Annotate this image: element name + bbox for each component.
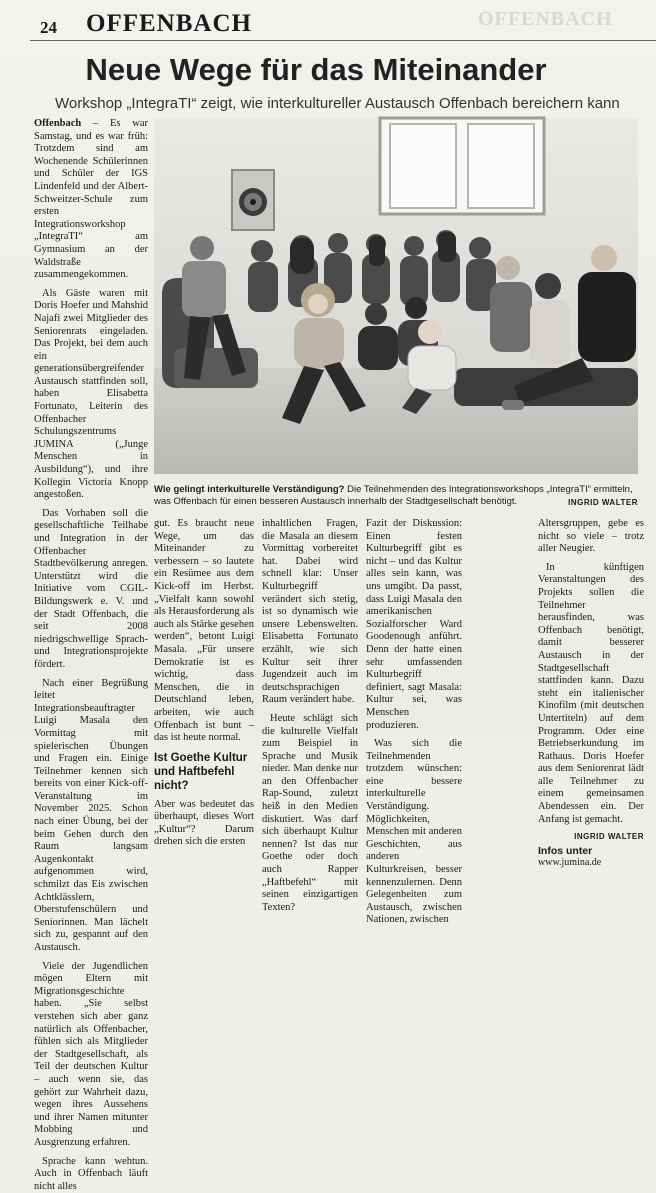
article-column-1 bbox=[34, 118, 148, 736]
article-photo bbox=[154, 118, 638, 474]
paragraph: inhaltlichen Fragen, die Masala an diesem Vormittag vorbereitet hat. Dabei wird schnell klar: Unser Kulturbegriff verändert sich stetig, ist so dynamisch wie unsere Lebenswelten. Elisabetta Fortunato erzählt, wie sich Kultur seit ihrer Jugendzeit auch im deutschsprachigen Raum verändert habe. bbox=[262, 518, 358, 707]
paragraph: Viele der Jugendlichen mögen Eltern mit Migrationsgeschichte haben. „Sie selbst verstehen sich aber ganz natürlich als Offenbacher, fühlen sich als Mitglieder der Stadtgesellschaft, als Teil der deutschen Kultur – auch wenn sie, das gehört zur Wahrheit dazu, wegen ihres Aussehens und ihrer Namen mitunter Mobbing und Ausgrenzung erfahren. bbox=[34, 961, 148, 1150]
photo-caption bbox=[154, 484, 638, 507]
paragraph: gut. Es braucht neue Wege, um das Miteinander zu verbessern – so lautete ein Resümee aus dem Kick-off im Herbst. „Vielfalt kann sowohl als Herausforderung als auch als Stärke gesehen werden“, betont Luigi Masala. „Für unsere Demokratie ist es wichtig, dass Menschen, die in Deutschland leben, arbeiten, wie auch Offenbach ist bunt – das ist heute normal. bbox=[154, 518, 254, 745]
article-column-3 bbox=[262, 518, 358, 736]
article-column-4 bbox=[366, 518, 462, 736]
paragraph: Als Gäste waren mit Doris Hoefer und Mahshid Najafi zwei Mitglieder des Seniorenrats eingeladen. Das Projekt, bei dem auch ein generationsübergreifender Austausch stattfinden soll, haben Elisabetta Fortunato, Leiterin des Offenbacher Schulungszentrums JUMINA („Junge Menschen in Ausbildung“), und ihre Kollegin Victoria Knopp angestoßen. bbox=[34, 288, 148, 502]
paragraph: Sprache kann wehtun. Auch in Offenbach läuft nicht alles bbox=[34, 1156, 148, 1193]
paragraph: Nach einer Begrüßung leitet Integrationsbeauftragter Luigi Masala den Vormittag mit spielerischen Übungen und Fragen ein. Einige Teilnehmer kennen sich bereits von einer Kick-off-Veranstaltung im November 2025. Schon nach einer Übung, bei der beim Gehen durch den Raum langsam Augenkontakt aufgenommen wird, schmilzt das Eis zwischen Achtklässlern, Oberstufenschülern und Seniorinnen. Man lächelt sich zu, gespannt auf den Austausch. bbox=[34, 678, 148, 955]
paragraph: Altersgruppen, gebe es nicht so viele – trotz aller Neugier. bbox=[538, 518, 644, 556]
article-column-2 bbox=[154, 518, 254, 736]
paragraph: Was sich die Teilnehmenden trotzdem wünschen: eine bessere interkulturelle Verständigung. Möglichkeiten, Menschen mit anderen Geschichten, aus anderen Kulturkreisen, besser kennenzulernen. Denn Gelegenheiten zum Austausch, zwischen Nationen, zwischen bbox=[366, 738, 462, 927]
section-subheading: Ist Goethe Kultur und Haftbefehl nicht? bbox=[154, 751, 254, 793]
caption-text: Die Teilnehmenden des Integrationsworkshops „IntegraTI“ ermitteln, was Offenbach für einen besseren Austausch innerhalb der Stadtgesellschaft benötigt. bbox=[154, 484, 633, 507]
article-headline: Neue Wege für das Miteinander bbox=[0, 52, 644, 88]
adjacent-page-header: OFFENBACH bbox=[478, 8, 613, 31]
header-rule bbox=[30, 40, 656, 41]
section-title: OFFENBACH bbox=[86, 10, 252, 38]
page-number: 24 bbox=[40, 18, 57, 38]
info-heading: Infos unter bbox=[538, 845, 644, 857]
paragraph: Offenbach – Es war Samstag, und es war früh: Trotzdem sind am Wochenende Schülerinnen und Schüler der IGS Lindenfeld und der Albert-Schweitzer-Schule zum ersten Integrationsworkshop „IntegraTI“ am Gymnasium an der Waldstraße zusammengekommen. bbox=[34, 118, 148, 282]
info-url: www.jumina.de bbox=[538, 857, 644, 870]
caption-lead: Wie gelingt interkulturelle Verständigung? bbox=[154, 484, 344, 495]
article-subheadline: Workshop „IntegraTI“ zeigt, wie interkultureller Austausch Offenbach bereichern kann bbox=[55, 95, 620, 112]
article-column-5 bbox=[538, 518, 644, 736]
photo-credit: INGRID WALTER bbox=[568, 498, 638, 507]
article-author: INGRID WALTER bbox=[538, 832, 644, 841]
paragraph: In künftigen Veranstaltungen des Projekts sollen die Teilnehmer herausfinden, was Offenbach benötigt, damit besserer Austausch in der Stadtgesellschaft stattfinden kann. Dazu steht ein italienischer Kinofilm (mit deutschen Untertiteln) auf dem Programm. Oder eine Betriebserkundung im Rathaus. Doris Hoefer aus dem Seniorenrat lädt alle Teilnehmer zu einem gemeinsamen Abendessen ein. Der Anfang ist gemacht. bbox=[538, 562, 644, 826]
paragraph: Heute schlägt sich die kulturelle Vielfalt zum Beispiel in Sprache und Musik nieder. Man denke nur an den Offenbacher Rap-Sound, zuletzt heiß in den Medien diskutiert. Was darf sich überhaupt Kultur nennen? Ist das nur Goethe oder doch auch Rapper „Haftbefehl“ mit seinen einzigartigen Texten? bbox=[262, 713, 358, 915]
paragraph: Fazit der Diskussion: Einen festen Kulturbegriff gibt es nicht – und das Kultur alles sein kann, was uns umgibt. Da passt, dass Luigi Masala den amerikanischen Sozialforscher Ward Goodenough anführt. Denn der hatte einen sehr umfassenden Kulturbegriff definiert, sagt Masala: Kultur sei, was Menschen produzieren. bbox=[366, 518, 462, 732]
dateline: Offenbach bbox=[34, 118, 81, 129]
paragraph: Das Vorhaben soll die gesellschaftliche Teilhabe und Integration in der Offenbacher Stadtbevölkerung anregen. Unterstützt wird die Initiative vom CGIL-Bildungswerk e. V. und der Stadt Offenbach, die seit 2008 niedrigschwellige Sprach- und Integrationsprojekte fördert. bbox=[34, 508, 148, 672]
paragraph: Aber was bedeutet das überhaupt, dieses Wort „Kultur“? Darum drehen sich die ersten bbox=[154, 799, 254, 849]
group-photo bbox=[154, 118, 638, 474]
